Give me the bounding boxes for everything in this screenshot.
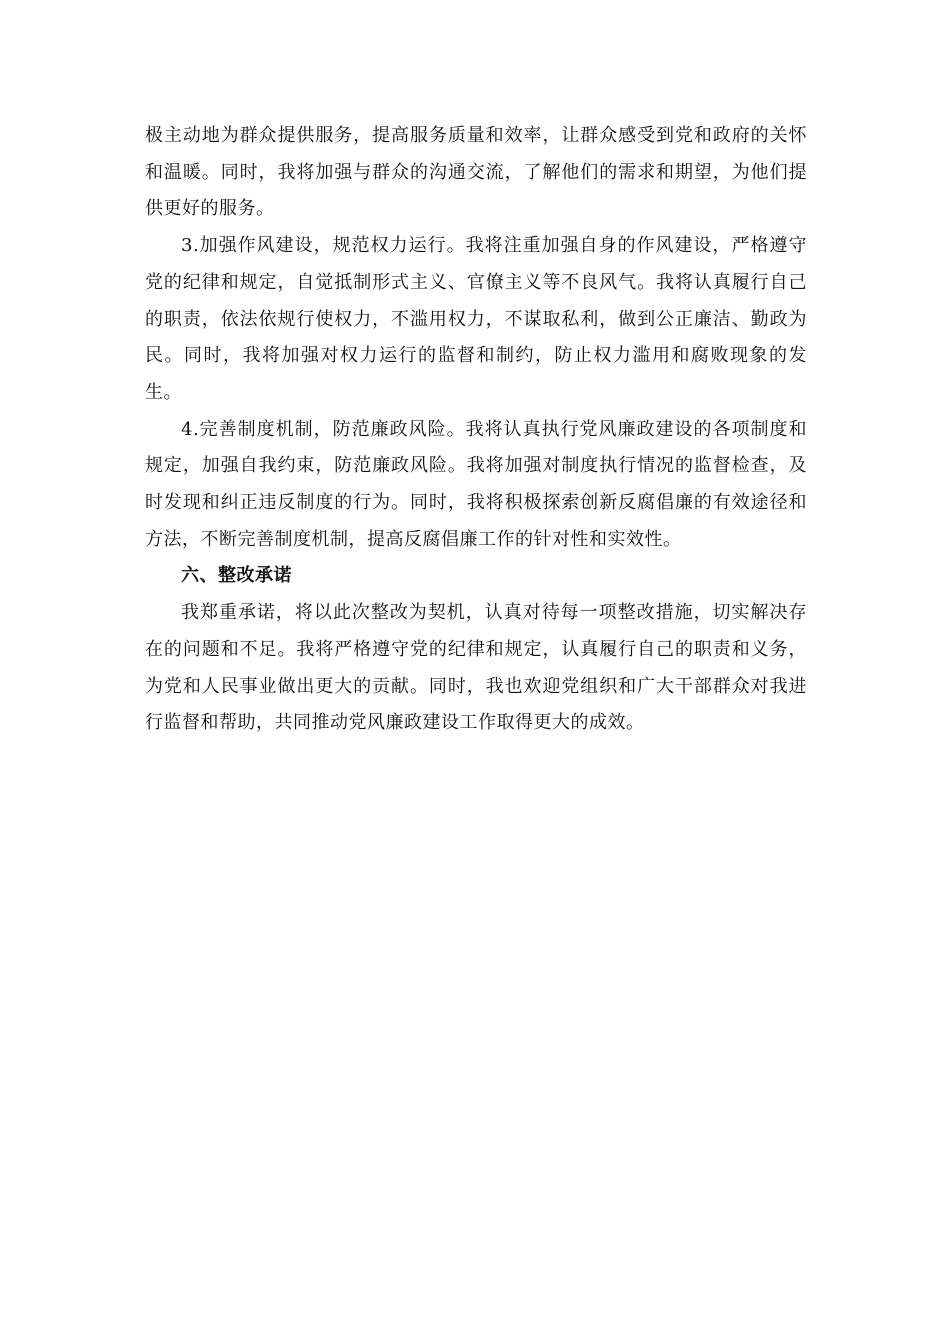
document-body <box>145 118 807 742</box>
continued-paragraph: 极主动地为群众提供服务，提高服务质量和效率，让群众感受到党和政府的关怀和温暖。同时，我将加强与群众的沟通交流，了解他们的需求和期望，为他们提供更好的服务。 <box>145 125 807 220</box>
commitment-paragraph: 我郑重承诺，将以此次整改为契机，认真对待每一项整改措施，切实解决存在的问题和不足。我将严格遵守党的纪律和规定，认真履行自己的职责和义务，为党和人民事业做出更大的贡献。同时，我也欢迎党组织和广大干部群众对我进行监督和帮助，共同推动党风廉政建设工作取得更大的成效。 <box>145 602 807 734</box>
measure-item-4-paragraph: 4.完善制度机制，防范廉政风险。我将认真执行党风廉政建设的各项制度和规定，加强自我约束，防范廉政风险。我将加强对制度执行情况的监督检查，及时发现和纠正违反制度的行为。同时，我将积极探索创新反腐倡廉的有效途径和方法，不断完善制度机制，提高反腐倡廉工作的针对性和实效性。 <box>145 418 807 550</box>
measure-item-3-paragraph: 3.加强作风建设，规范权力运行。我将注重加强自身的作风建设，严格遵守党的纪律和规定，自觉抵制形式主义、官僚主义等不良风气。我将认真履行自己的职责，依法依规行使权力，不滥用权力，不谋取私利，做到公正廉洁、勤政为民。同时，我将加强对权力运行的监督和制约，防止权力滥用和腐败现象的发生。 <box>145 235 807 403</box>
section-heading-rectification-commitment: 六、整改承诺 <box>181 565 292 587</box>
